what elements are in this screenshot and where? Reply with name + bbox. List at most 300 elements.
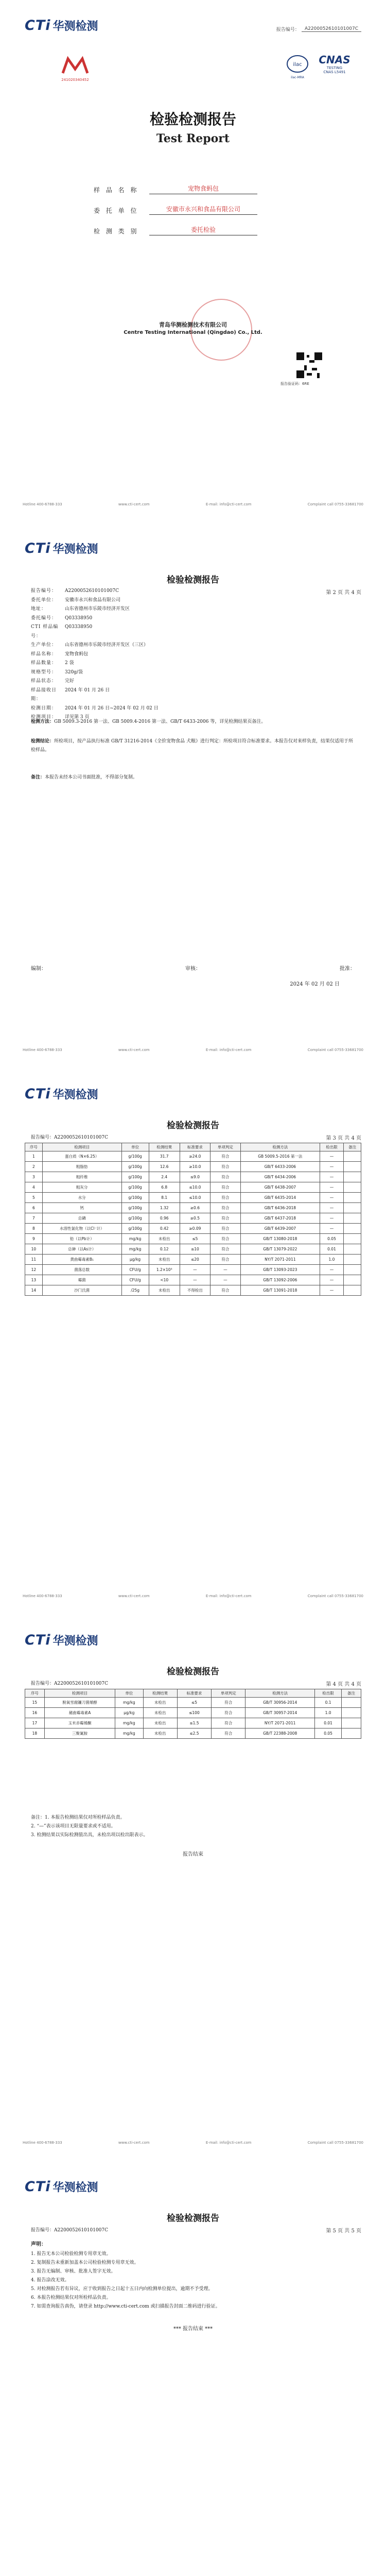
page-number: 第 3 页 共 4 页: [326, 1136, 361, 1141]
table-cell: [344, 1234, 361, 1244]
table-cell: g/100g: [121, 1182, 149, 1193]
table-cell: ≥0.09: [180, 1224, 210, 1234]
table-row: [25, 1224, 361, 1234]
table-cell: 6.8: [149, 1182, 180, 1193]
table-cell: 总砷（以As计）: [42, 1244, 121, 1255]
info-row: [31, 623, 355, 641]
table-cell: ≤100: [177, 1708, 211, 1718]
report-end: *** 报告结束 ***: [173, 2326, 213, 2332]
info-label: 样品接收日期：: [31, 687, 57, 702]
table-cell: 符合: [210, 1151, 240, 1162]
table-cell: ≤10.0: [180, 1182, 210, 1193]
table-cell: 未检出: [149, 1234, 180, 1244]
table-cell: 黄曲霉毒素B₁: [42, 1255, 121, 1265]
table-cell: 0.05: [320, 1234, 343, 1244]
info-value: 宠物食蚂包: [65, 651, 89, 657]
table-cell: [344, 1182, 361, 1193]
table-cell: 1.0: [320, 1255, 343, 1265]
table-cell: 未检出: [143, 1698, 177, 1708]
statement: [31, 2250, 355, 2311]
table-cell: GB/T 13093-2023: [240, 1265, 320, 1275]
table-cell: 粗脂肪: [42, 1162, 121, 1172]
info-row: [31, 704, 355, 714]
cti-logo: CTi 华测检测: [25, 2179, 98, 2195]
table-cell: ≤20: [180, 1255, 210, 1265]
table-row: [25, 1285, 361, 1296]
table-cell: GB/T 6439-2007: [240, 1224, 320, 1234]
table-cell: 0.12: [149, 1244, 180, 1255]
cti-logo: CTi 华测检测: [25, 1086, 98, 1102]
table-cell: 不得检出: [180, 1285, 210, 1296]
table-cell: 粗灰分: [42, 1182, 121, 1193]
table-cell: 8.1: [149, 1193, 180, 1203]
report-number: 报告编号：A2200052610101007C: [31, 1681, 109, 1686]
info-label: 样品状态：: [31, 679, 57, 684]
table-cell: 14: [25, 1285, 43, 1296]
note-line: 1. 报告无本公司检验检测专用章无效。: [31, 2251, 111, 2257]
table-cell: NY/T 2071-2011: [240, 1255, 320, 1265]
table-row: [25, 1213, 361, 1224]
table-cell: 符合: [212, 1718, 245, 1728]
table-cell: g/100g: [121, 1224, 149, 1234]
results-table: [25, 1689, 361, 1739]
table-cell: mg/kg: [115, 1698, 143, 1708]
table-cell: —: [320, 1285, 343, 1296]
info-label: 样品名称：: [31, 651, 57, 657]
table-cell: mg/kg: [121, 1244, 149, 1255]
column-header: 单项判定: [212, 1689, 245, 1698]
table-cell: —: [320, 1172, 343, 1182]
cover-sample-name: 样 品 名 称 宠物食蚂包: [94, 184, 257, 194]
table-cell: 未检出: [143, 1718, 177, 1728]
table-cell: 7: [25, 1213, 43, 1224]
table-cell: [344, 1213, 361, 1224]
table-cell: 总磷: [42, 1213, 121, 1224]
column-header: 单位: [121, 1143, 149, 1151]
note-line: 备注：1. 本报告检测结果仅对所检样品负责。: [31, 1815, 125, 1820]
table-cell: 10: [25, 1244, 43, 1255]
info-label: CTI 样品编号：: [31, 624, 59, 639]
note-line: 3. 报告无编制、审核、批准人签字无效。: [31, 2269, 116, 2274]
table-cell: 符合: [210, 1224, 240, 1234]
table-cell: NY/T 2071-2011: [245, 1718, 315, 1728]
table-cell: 13: [25, 1275, 43, 1285]
cover-test-type: 检 测 类 别 委托检验: [94, 225, 257, 235]
table-cell: ≥10.0: [180, 1162, 210, 1172]
table-cell: 31.7: [149, 1151, 180, 1162]
footer: Hotline 400-6788-333 www.cti-cert.com E-mail: info@cti-cert.com Complaint call 0755-33681700: [23, 1048, 363, 1052]
table-row: [25, 1718, 361, 1728]
table-cell: 菌落总数: [42, 1265, 121, 1275]
table-cell: [344, 1193, 361, 1203]
info-value: 山东省德州市乐陵市经济开发区: [65, 606, 130, 612]
table-cell: GB/T 6437-2018: [240, 1213, 320, 1224]
cti-logo: CTi 华测检测: [25, 540, 98, 556]
column-header: 检测方法: [240, 1143, 320, 1151]
table-cell: 符合: [210, 1213, 240, 1224]
table-cell: [344, 1203, 361, 1213]
table-cell: 未检出: [149, 1285, 180, 1296]
table-cell: —: [320, 1213, 343, 1224]
table-row: [25, 1162, 361, 1172]
table-cell: —: [320, 1151, 343, 1162]
info-label: 样品数量：: [31, 660, 57, 666]
column-header: 单位: [115, 1689, 143, 1698]
table-cell: —: [320, 1182, 343, 1193]
page-number: 第 5 页 共 5 页: [326, 2228, 361, 2234]
conclusion: 检测结论：所检项目，按产品执行标准 GB/T 31216-2014《全价宠物食品 犬粮》进行判定：所检项目符合标准要求。本报告仅对来样负责，结果仅适用于所检样品。: [31, 739, 354, 753]
page-5: [0, 2154, 386, 2576]
table-cell: [342, 1708, 361, 1718]
info-value: 安徽市永兴和食品有限公司: [65, 597, 121, 603]
sample-info: [31, 587, 355, 722]
table-cell: 脱氧雪腐镰刀菌烯醇: [44, 1698, 115, 1708]
table-cell: [344, 1162, 361, 1172]
table-cell: 水溶性氯化物（以Cl⁻计）: [42, 1224, 121, 1234]
table-cell: —: [320, 1275, 343, 1285]
table-cell: 沙门氏菌: [42, 1285, 121, 1296]
results-table: [25, 1143, 361, 1296]
info-row: [31, 650, 355, 659]
table-header-row: [25, 1143, 361, 1151]
note-line: 6. 本报告检测结果仅对所检样品负责。: [31, 2295, 111, 2300]
table-cell: GB/T 13080-2018: [240, 1234, 320, 1244]
table-cell: ≥24.0: [180, 1151, 210, 1162]
table-cell: 15: [25, 1698, 45, 1708]
table-cell: 霉菌: [42, 1275, 121, 1285]
table-cell: CFU/g: [121, 1265, 149, 1275]
table-row: [25, 1172, 361, 1182]
table-cell: mg/kg: [115, 1728, 143, 1739]
report-end: 报告结束: [183, 1852, 203, 1857]
table-cell: μg/kg: [121, 1255, 149, 1265]
table-cell: 符合: [210, 1162, 240, 1172]
info-label: 规格型号：: [31, 669, 57, 675]
cover-subtitle: Test Report: [156, 132, 230, 145]
table-cell: 18: [25, 1728, 45, 1739]
table-cell: 12: [25, 1265, 43, 1275]
table-cell: /25g: [121, 1285, 149, 1296]
table-cell: g/100g: [121, 1151, 149, 1162]
info-row: [31, 587, 355, 596]
info-value: 2 袋: [65, 660, 74, 666]
table-row: [25, 1182, 361, 1193]
table-cell: g/100g: [121, 1193, 149, 1203]
table-cell: 符合: [212, 1698, 245, 1708]
notes: [31, 1814, 355, 1840]
table-cell: 0.05: [315, 1728, 342, 1739]
info-value: Q03338950: [65, 615, 93, 621]
table-cell: g/100g: [121, 1213, 149, 1224]
table-cell: 6: [25, 1203, 43, 1213]
footer: Hotline 400-6788-333 www.cti-cert.com E-mail: info@cti-cert.com Complaint call 0755-33681700: [23, 502, 363, 506]
table-cell: ≥0.5: [180, 1213, 210, 1224]
table-cell: 符合: [210, 1255, 240, 1265]
page-title: 检验检测报告: [167, 2213, 219, 2224]
info-value: 完好: [65, 679, 75, 684]
table-row: [25, 1203, 361, 1213]
footer: Hotline 400-6788-333 www.cti-cert.com E-mail: info@cti-cert.com Complaint call 0755-33681700: [23, 1594, 363, 1598]
column-header: 检测结果: [143, 1689, 177, 1698]
table-cell: 1: [25, 1151, 43, 1162]
table-row: [25, 1265, 361, 1275]
table-cell: 9: [25, 1234, 43, 1244]
table-cell: —: [180, 1275, 210, 1285]
cti-logo: CTi 华测检测: [25, 1632, 98, 1648]
table-cell: —: [210, 1265, 240, 1275]
table-cell: 16: [25, 1708, 45, 1718]
info-value: 详见第 3 页: [65, 715, 90, 720]
table-row: [25, 1193, 361, 1203]
page-number: 第 4 页 共 4 页: [326, 1682, 361, 1687]
table-cell: g/100g: [121, 1162, 149, 1172]
table-cell: —: [320, 1193, 343, 1203]
table-cell: ≤9.0: [180, 1172, 210, 1182]
table-cell: GB/T 6436-2018: [240, 1203, 320, 1213]
table-cell: [344, 1224, 361, 1234]
page-title: 检验检测报告: [167, 575, 219, 585]
table-cell: 符合: [210, 1182, 240, 1193]
table-cell: 符合: [210, 1172, 240, 1182]
table-cell: —: [210, 1275, 240, 1285]
table-cell: 铅（以Pb计）: [42, 1234, 121, 1244]
footer: Hotline 400-6788-333 www.cti-cert.com E-mail: info@cti-cert.com Complaint call 0755-33681700: [23, 2141, 363, 2145]
table-cell: 粗纤维: [42, 1172, 121, 1182]
table-cell: [342, 1698, 361, 1708]
info-row: [31, 659, 355, 668]
table-cell: [344, 1172, 361, 1182]
table-cell: ≤1.5: [177, 1718, 211, 1728]
table-row: [25, 1244, 361, 1255]
table-cell: 0.42: [149, 1224, 180, 1234]
table-row: [25, 1728, 361, 1739]
table-cell: 玉米赤霉烯酮: [44, 1718, 115, 1728]
table-row: [25, 1708, 361, 1718]
company-name-cn: 青岛华测检测技术有限公司: [159, 321, 227, 328]
table-cell: [344, 1265, 361, 1275]
page-2: [0, 516, 386, 1061]
sign-date: 2024 年 02 月 02 日: [290, 981, 340, 987]
table-cell: GB 5009.5-2016 第一法: [240, 1151, 320, 1162]
table-cell: 钙: [42, 1203, 121, 1213]
ilac-logo: ilac ilac-MRA: [282, 54, 313, 79]
report-number: 报告编号： A2200052610101007C: [276, 26, 361, 32]
note-line: 5. 对检测报告若有异议，应于收到报告之日起十五日内向检测单位提出，逾期不予受理。: [31, 2286, 213, 2292]
column-header: 标准要求: [177, 1689, 211, 1698]
table-cell: GB/T 30956-2014: [245, 1698, 315, 1708]
table-cell: 未检出: [143, 1708, 177, 1718]
column-header: 检出限: [320, 1143, 343, 1151]
table-cell: ≤10.0: [180, 1193, 210, 1203]
info-value: 2024 年 01 月 26 日: [65, 687, 110, 693]
table-cell: —: [180, 1265, 210, 1275]
table-cell: GB/T 22388-2008: [245, 1728, 315, 1739]
cover-title: 检验检测报告: [149, 111, 236, 128]
note-line: 4. 报告涂改无效。: [31, 2278, 69, 2283]
ma-logo: 241020340452: [56, 56, 95, 82]
table-cell: 未检出: [143, 1728, 177, 1739]
table-cell: 0.96: [149, 1213, 180, 1224]
table-cell: 水分: [42, 1193, 121, 1203]
table-cell: 三聚氰胺: [44, 1728, 115, 1739]
report-number: 报告编号：A2200052610101007C: [31, 1135, 109, 1140]
table-cell: 符合: [210, 1203, 240, 1213]
note-line: 7. 如需查询报告真伪，请登录 http://www.cti-cert.com 或扫描报告封面二维码进行验证。: [31, 2304, 220, 2309]
column-header: 备注: [344, 1143, 361, 1151]
table-cell: GB/T 30957-2014: [245, 1708, 315, 1718]
qr-caption: 报告验证码：6RE: [280, 382, 309, 386]
info-value: A2200052610101007C: [65, 588, 119, 594]
table-cell: [344, 1151, 361, 1162]
table-cell: [344, 1244, 361, 1255]
table-cell: 符合: [210, 1193, 240, 1203]
table-cell: μg/kg: [115, 1708, 143, 1718]
table-cell: 2: [25, 1162, 43, 1172]
page-number: 第 2 页 共 4 页: [326, 590, 361, 596]
info-row: [31, 605, 355, 614]
table-cell: 0.1: [315, 1698, 342, 1708]
table-cell: [344, 1255, 361, 1265]
method: 检测方法：GB 5009.3-2016 第一法、GB 5009.4-2016 第一法、GB/T 6433-2006 等，详见检测结果页备注。: [31, 719, 266, 724]
cnas-logo: CNAS TESTING CNAS L5491: [319, 54, 350, 74]
table-cell: CFU/g: [121, 1275, 149, 1285]
info-label: 生产单位：: [31, 642, 57, 648]
info-row: [31, 686, 355, 704]
info-row: [31, 614, 355, 623]
table-cell: GB/T 13079-2022: [240, 1244, 320, 1255]
info-value: 2024 年 01 月 26 日~2024 年 02 月 02 日: [65, 705, 159, 711]
svg-text:ilac: ilac: [293, 62, 302, 67]
table-cell: g/100g: [121, 1172, 149, 1182]
table-cell: 符合: [212, 1708, 245, 1718]
info-label: 地址：: [31, 606, 47, 612]
table-cell: 1.2×10³: [149, 1265, 180, 1275]
page-4: [0, 1607, 386, 2154]
info-value: 山东省德州市乐陵市经济开发区（三区）: [65, 642, 149, 648]
table-cell: 符合: [210, 1234, 240, 1244]
table-cell: 11: [25, 1255, 43, 1265]
page-3: [0, 1061, 386, 1607]
table-cell: 赭曲霉毒素A: [44, 1708, 115, 1718]
table-cell: ≥0.6: [180, 1203, 210, 1213]
table-cell: [342, 1728, 361, 1739]
table-cell: GB/T 13092-2006: [240, 1275, 320, 1285]
column-header: 检测方法: [245, 1689, 315, 1698]
cti-logo: CTi 华测检测: [25, 18, 98, 33]
table-cell: ≤5: [177, 1698, 211, 1708]
table-cell: 1.0: [315, 1708, 342, 1718]
table-cell: [344, 1275, 361, 1285]
column-header: 备注: [342, 1689, 361, 1698]
page-title: 检验检测报告: [167, 1667, 219, 1677]
note-line: 2. 复制报告未重新加盖本公司检验检测专用章无效。: [31, 2260, 139, 2265]
table-cell: 5: [25, 1193, 43, 1203]
cover-client: 委 托 单 位 安徽市永兴和食品有限公司: [94, 205, 257, 215]
cover-page: [0, 0, 386, 516]
info-row: [31, 641, 355, 650]
table-cell: 符合: [212, 1728, 245, 1739]
table-row: [25, 1275, 361, 1285]
signatures: 编制： 审核： 批准：: [31, 966, 355, 972]
column-header: 序号: [25, 1689, 45, 1698]
info-label: 委托单位：: [31, 597, 57, 603]
table-cell: [344, 1285, 361, 1296]
table-cell: 17: [25, 1718, 45, 1728]
info-row: [31, 668, 355, 677]
info-label: 检测项目：: [31, 715, 57, 720]
table-header-row: [25, 1689, 361, 1698]
table-cell: 0.01: [315, 1718, 342, 1728]
table-cell: GB/T 6433-2006: [240, 1162, 320, 1172]
column-header: 检测项目: [44, 1689, 115, 1698]
remark: 备注：本报告未经本公司书面批准，不得部分复制。: [31, 775, 138, 780]
table-cell: 0.01: [320, 1244, 343, 1255]
table-cell: GB/T 6438-2007: [240, 1182, 320, 1193]
table-row: [25, 1151, 361, 1162]
table-cell: 8: [25, 1224, 43, 1234]
table-cell: mg/kg: [121, 1234, 149, 1244]
page-title: 检验检测报告: [167, 1121, 219, 1131]
table-cell: —: [320, 1203, 343, 1213]
table-cell: [342, 1718, 361, 1728]
info-label: 检测日期：: [31, 705, 57, 711]
table-cell: —: [320, 1224, 343, 1234]
table-cell: —: [320, 1162, 343, 1172]
table-cell: 符合: [210, 1285, 240, 1296]
table-cell: —: [320, 1265, 343, 1275]
table-cell: GB/T 13091-2018: [240, 1285, 320, 1296]
column-header: 检测结果: [149, 1143, 180, 1151]
table-cell: 3: [25, 1172, 43, 1182]
table-cell: 12.6: [149, 1162, 180, 1172]
table-cell: g/100g: [121, 1203, 149, 1213]
report-number: 报告编号：A2200052610101007C: [31, 2228, 109, 2233]
info-label: 报告编号：: [31, 588, 57, 594]
table-cell: 4: [25, 1182, 43, 1193]
table-cell: 2.4: [149, 1172, 180, 1182]
info-value: 320g/袋: [65, 669, 83, 675]
table-cell: 蛋白质（N×6.25）: [42, 1151, 121, 1162]
note-line: 3. 检测结果以实际检测值出具，未检出项以检出限表示。: [31, 1833, 148, 1838]
info-row: [31, 596, 355, 605]
statement-heading: 声明：: [31, 2242, 46, 2247]
column-header: 检测项目: [42, 1143, 121, 1151]
table-row: [25, 1255, 361, 1265]
table-cell: ≤10: [180, 1244, 210, 1255]
table-cell: 未检出: [149, 1255, 180, 1265]
table-row: [25, 1698, 361, 1708]
table-row: [25, 1234, 361, 1244]
info-value: Q03338950: [65, 624, 93, 630]
table-cell: <10: [149, 1275, 180, 1285]
column-header: 检出限: [315, 1689, 342, 1698]
table-cell: ≤2.5: [177, 1728, 211, 1739]
table-cell: ≤5: [180, 1234, 210, 1244]
column-header: 单项判定: [210, 1143, 240, 1151]
note-line: 2. “—”表示该项目无限量要求或不适用。: [31, 1824, 116, 1829]
table-cell: 符合: [210, 1244, 240, 1255]
company-name-en: Centre Testing International (Qingdao) Co., Ltd.: [124, 330, 262, 335]
info-label: 委托编号：: [31, 615, 57, 621]
column-header: 序号: [25, 1143, 43, 1151]
column-header: 标准要求: [180, 1143, 210, 1151]
table-cell: 1.32: [149, 1203, 180, 1213]
info-row: [31, 677, 355, 686]
table-cell: GB/T 6435-2014: [240, 1193, 320, 1203]
table-cell: mg/kg: [115, 1718, 143, 1728]
qr-code[interactable]: [296, 352, 322, 378]
table-cell: GB/T 6434-2006: [240, 1172, 320, 1182]
